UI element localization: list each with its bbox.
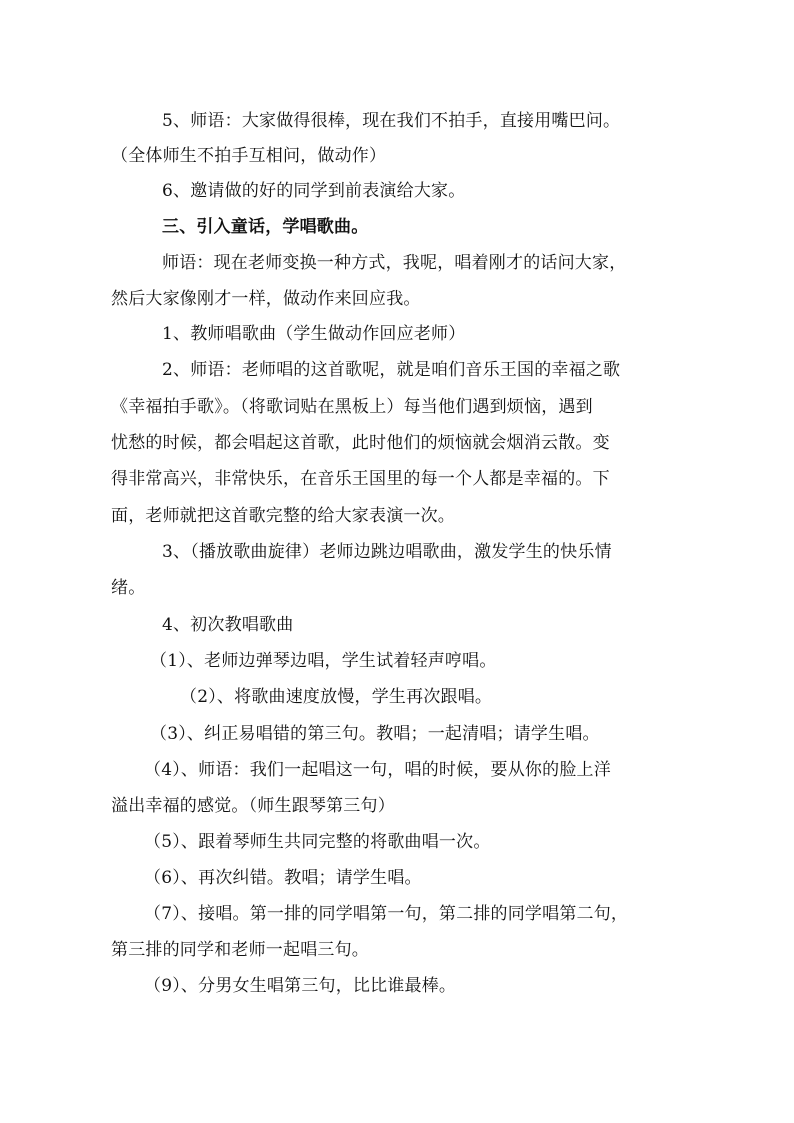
text-line: 溢出幸福的感觉。（师生跟琴第三句） [111, 796, 395, 816]
text-line: 忧愁的时候，都会唱起这首歌，此时他们的烦恼就会烟消云散。变 [111, 433, 610, 453]
text-line: （1）、老师边弹琴边唱，学生试着轻声哼唱。 [150, 651, 497, 671]
text-line: （6）、再次纠错。教唱；请学生唱。 [144, 868, 422, 888]
text-line: 6、邀请做的好的同学到前表演给大家。 [162, 181, 466, 201]
text-line: 然后大家像刚才一样，做动作来回应我。 [111, 289, 421, 309]
text-line: 绪。 [111, 578, 146, 598]
text-line: （3）、纠正易唱错的第三句。教唱；一起清唱；请学生唱。 [150, 724, 600, 744]
text-line: 面，老师就把这首歌完整的给大家表演一次。 [111, 506, 455, 526]
text-line: 第三排的同学和老师一起唱三句。 [111, 940, 369, 960]
text-line: 3、（播放歌曲旋律）老师边跳边唱歌曲，激发学生的快乐情 [162, 542, 612, 562]
text-line: （2）、将歌曲速度放慢，学生再次跟唱。 [180, 687, 493, 707]
text-line: 师语：现在老师变换一种方式，我呢，唱着刚才的话问大家， [162, 253, 627, 273]
text-line: 2、师语：老师唱的这首歌呢，就是咱们音乐王国的幸福之歌 [162, 360, 621, 380]
text-line: 4、初次教唱歌曲 [162, 615, 294, 635]
text-line: （7）、接唱。第一排的同学唱第一句，第二排的同学唱第二句， [144, 904, 629, 924]
text-line: （9）、分男女生唱第三句，比比谁最棒。 [144, 976, 457, 996]
text-line: 1、教师唱歌曲（学生做动作回应老师） [162, 324, 466, 344]
section-heading: 三、引入童话，学唱歌曲。 [162, 217, 369, 237]
text-line: 得非常高兴，非常快乐，在音乐王国里的每一个人都是幸福的。下 [111, 469, 610, 489]
text-line: （4）、师语：我们一起唱这一句，唱的时候，要从你的脸上洋 [144, 760, 611, 780]
text-line: 5、师语：大家做得很棒，现在我们不拍手，直接用嘴巴问。 [162, 111, 621, 131]
text-line: （全体师生不拍手互相问，做动作） [111, 146, 387, 166]
text-line: 《幸福拍手歌》。（将歌词贴在黑板上）每当他们遇到烦恼，遇到 [111, 397, 593, 417]
text-line: （5）、跟着琴师生共同完整的将歌曲唱一次。 [144, 832, 491, 852]
